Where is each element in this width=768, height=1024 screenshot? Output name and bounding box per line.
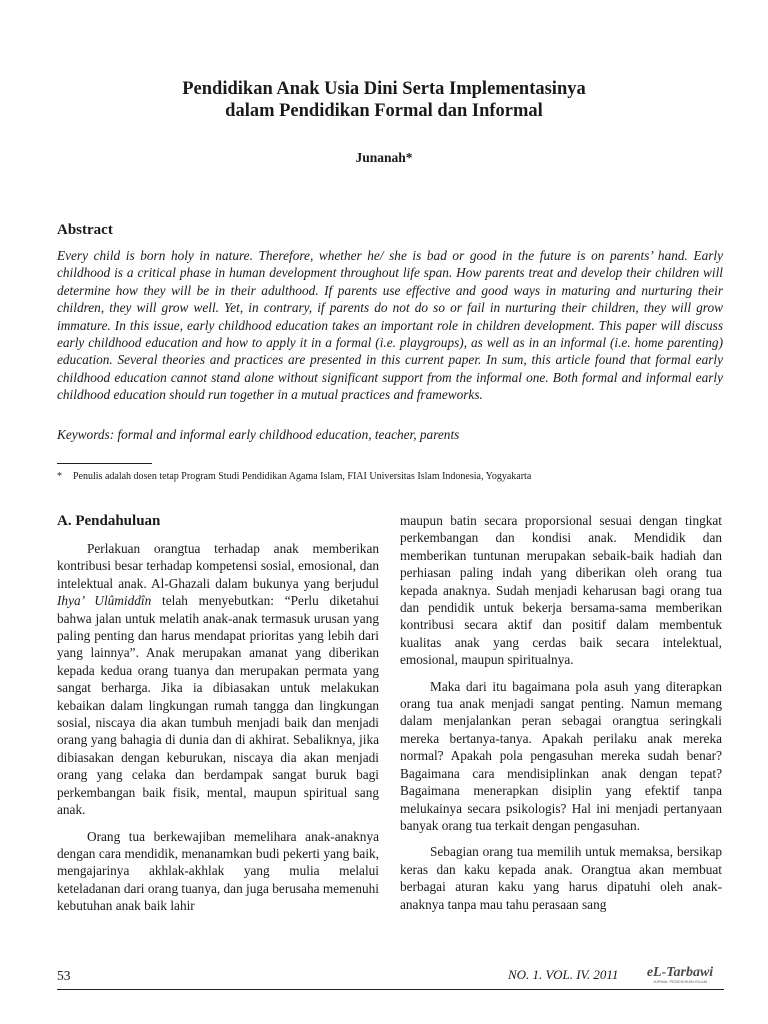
journal-issue: NO. 1. VOL. IV. 2011: [508, 967, 619, 982]
footer-divider: [57, 989, 724, 990]
right-paragraph-2: Maka dari itu bagaimana pola asuh yang diterapkan orang tua anak menjadi sangat penting. Namun memang dalam menjalankan peran sebagai orangtua seringkali mereka bertanya-tanya. Apakah perilaku anak mereka normal? Apakah pola pengasuhan mereka sudah benar? Bagaimana cara mendisiplinkan anak dengan tepat? Bagaimana menerapkan disiplin yang efektif tanpa melukainya secara psikologis? Hal ini menjadi pertanyaan banyak orang tua terkait dengan pengasuhan.: [400, 678, 722, 833]
left-column: [57, 540, 379, 915]
footnote-divider: [57, 463, 152, 464]
page-number: 53: [57, 968, 71, 983]
book-title: Ihya’ Ulûmiddîn: [57, 593, 152, 609]
footnote-mark: *: [57, 471, 62, 482]
logo-subtext: JURNAL PENDIDIKAN ISLAM: [652, 979, 708, 984]
keywords: Keywords: formal and informal early childhood education, teacher, parents: [57, 427, 460, 442]
left-paragraph-1: [57, 540, 379, 819]
logo-text: eL-Tarbawi: [646, 965, 714, 980]
left-paragraph-2: Orang tua berkewajiban memelihara anak-anaknya dengan cara mendidik, menanamkan budi pekerti yang baik, mengajarinya akhlak-akhlak yang mulia melalui keteladanan dari orang tuanya, dan juga berusaha memenuhi kebutuhan anak baik lahir: [57, 828, 379, 914]
journal-logo: [636, 962, 724, 986]
footnote: [57, 471, 723, 482]
section-heading: A. Pendahuluan: [57, 513, 161, 529]
abstract-heading: Abstract: [57, 222, 113, 238]
title-line-1: Pendidikan Anak Usia Dini Serta Implementasinya: [182, 79, 586, 99]
article-title: [60, 78, 708, 122]
right-column: [400, 512, 722, 913]
right-paragraph-1: maupun batin secara proporsional sesuai dengan tingkat perkembangan dan kondisi anak. Mendidik dan memberikan tuntunan merupakan sebaik-baik hadiah dan perhiasan paling indah yang diberikan oleh orang tua kepada anaknya. Sudah menjadi keharusan bagi orang tua dan pendidik untuk bekerja bersama-sama memberikan kontribusi secara aktif dan positif dalam membentuk kualitas anak yang cerdas baik secara intelektual, emosional, maupun spiritualnya.: [400, 513, 722, 668]
left-p1-text-b: telah menyebutkan: “Perlu diketahui bahwa jalan untuk melatih anak-anak termasuk urusan yang paling penting dan harus mendapat prioritas yang lebih dari yang lainnya”. Anak merupakan amanat yang diberikan kepada kedua orang tuanya dan merupakan permata yang sangat berharga. Jika ia dibiasakan untuk melakukan kebaikan dalam lingkungan rumah tangga dan lingkungan sosial, niscaya dia akan tumbuh menjadi baik dan menjadi orang yang bahagia di dunia dan di akhirat. Sebaliknya, jika dibiasakan dengan keburukan, niscaya dia akan menjadi orang yang celaka dan berdampak sangat buruk bagi perkembangan baik fisik, mental, maupun spiritual sang anak.: [57, 593, 379, 818]
footnote-text: Penulis adalah dosen tetap Program Studi Pendidikan Agama Islam, FIAI Universitas Islam Indonesia, Yogyakarta: [73, 471, 532, 482]
author-name: Junanah*: [355, 150, 413, 165]
right-paragraph-3: Sebagian orang tua memilih untuk memaksa, bersikap keras dan kaku kepada anak. Orangtua akan membuat berbagai aturan kaku yang harus dipatuhi oleh anak-anaknya tanpa mau tahu perasaan sang: [400, 844, 722, 912]
left-p1-text-a: Perlakuan orangtua terhadap anak memberikan kontribusi besar terhadap kompetensi sosial, emosional, dan intelektual anak. Al-Ghazali dalam bukunya yang berjudul: [57, 541, 379, 591]
abstract-body: Every child is born holy in nature. Therefore, whether he/ she is bad or good in the future is on parents’ hand. Early childhood is a critical phase in human development throughout life span. How parents treat and develop their children will determine how they will be in their adulthood. If parents use effective and good ways in maturing and nurturing their children, they will grow well. Yet, in contrary, if parents do not do so or fail in nurturing their children, they will grow immature. In this issue, early childhood education takes an important role in children development. This paper will discuss early childhood education and how to apply it in a formal (i.e. playgroups), as well as in an informal (i.e. home parenting) education. Several theories and practices are presented in this current paper. In sum, this article found that formal early childhood education cannot stand alone without significant support from the informal one. Both formal and informal early childhood education should run together in a mutual practices and frameworks.: [57, 248, 723, 403]
title-line-2: dalam Pendidikan Formal dan Informal: [225, 101, 543, 121]
